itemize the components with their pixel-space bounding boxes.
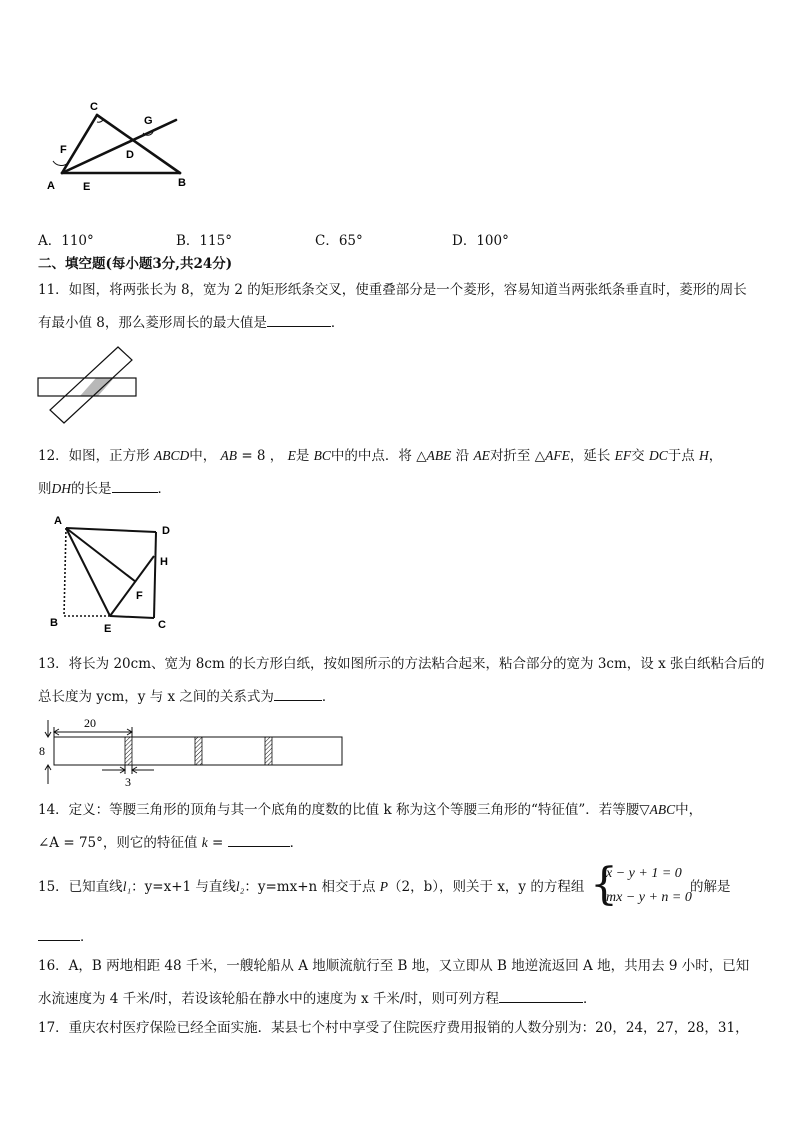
- q14-line1: [38, 801, 702, 819]
- q16-line2: 水流速度为 4 千米/时，若设该轮船在静水中的速度为 x 千米/时，则可列方程 ．: [38, 991, 597, 1007]
- q12-text-10: 于点: [667, 448, 695, 464]
- q12-ae: AE: [473, 448, 490, 463]
- q15-text-1: 15．已知直线: [38, 879, 123, 895]
- q12-text-11: ，: [708, 448, 723, 464]
- sq-label-f: F: [136, 590, 143, 602]
- q16-line2-text: 水流速度为 4 千米/时，若设该轮船在静水中的速度为 x 千米/时，则可列方程: [38, 991, 499, 1007]
- q15-tail: 的解是: [690, 879, 731, 895]
- q15-answer-blank[interactable]: [38, 927, 80, 941]
- fig-label-c: C: [90, 101, 98, 113]
- square-figure: [44, 512, 180, 636]
- q12-line2: 则DH的长是 ．: [38, 481, 171, 497]
- sq-label-c: C: [158, 619, 166, 631]
- sq-label-a: A: [54, 515, 62, 527]
- q12-text-4: 是: [295, 448, 310, 464]
- q14-triangle: ▽ABC: [639, 802, 676, 817]
- q14-k: k: [201, 835, 208, 850]
- q12-e: E: [287, 448, 296, 463]
- q14-line2: ∠A = 75°，则它的特征值 k = ．: [38, 835, 304, 851]
- q11-line1: 11．如图，将两张长为 8，宽为 2 的矩形纸条交叉，使重叠部分是一个菱形，容易知道当两张纸条垂直时，菱形的周长: [38, 282, 747, 298]
- q12-text-13: 的长是: [71, 481, 112, 497]
- fig-label-e: E: [83, 181, 91, 193]
- q12-text-8: ，延长: [569, 448, 611, 464]
- q12-text-5: 中的中点．将: [330, 448, 412, 464]
- q12-text-1: 12．如图，正方形: [38, 448, 150, 464]
- q12-dh: DH: [51, 481, 71, 496]
- q12-bc: BC: [313, 448, 331, 463]
- q12-line1: [38, 447, 722, 465]
- q12-tri-abe: △ABE: [416, 448, 452, 463]
- q15-text-3: ：y=mx+n 相交于点: [244, 879, 376, 895]
- q12-dc: DC: [648, 448, 668, 463]
- q14-text-4: =: [211, 835, 224, 851]
- fig-label-f: F: [60, 144, 67, 156]
- q11-answer-blank[interactable]: [267, 313, 331, 327]
- q12-text-7: 对折至: [489, 448, 531, 464]
- fig-label-d: D: [126, 149, 134, 161]
- angle-figure: [40, 95, 190, 195]
- q12-tri-afe: △AFE: [534, 448, 570, 463]
- sq-label-b: B: [50, 617, 58, 629]
- sq-label-e: E: [104, 623, 112, 635]
- q12-ef: EF: [614, 448, 632, 463]
- q12-text-3: = 8 ，: [241, 448, 284, 464]
- q14-text-3: ∠A = 75°，则它的特征值: [38, 835, 198, 851]
- q11-line2: 有最小值 8，那么菱形周长的最大值是 ．: [38, 315, 345, 331]
- q15-eq1: x − y + 1 = 0: [606, 866, 682, 881]
- strips-figure: [36, 345, 140, 425]
- strip-length-label: 20: [84, 716, 96, 730]
- q13-line1: 13．将长为 20cm、宽为 8cm 的长方形白纸，按如图所示的方法粘合起来，粘合部分的宽为 3cm，设 x 张白纸粘合后的: [38, 656, 765, 672]
- fig-label-b: B: [178, 177, 186, 189]
- q15-eq2: mx − y + n = 0: [606, 890, 692, 905]
- q14-answer-blank[interactable]: [228, 833, 290, 847]
- q12-answer-blank[interactable]: [112, 479, 158, 493]
- q16-answer-blank[interactable]: [499, 989, 583, 1003]
- q15-brace: {: [590, 859, 618, 910]
- q12-text-9: 交: [631, 448, 645, 464]
- q12-text-6: 沿: [455, 448, 470, 464]
- q15-l2: l₂: [235, 879, 245, 894]
- q13-answer-blank[interactable]: [274, 687, 322, 701]
- sq-label-d: D: [162, 525, 170, 537]
- option-b: B．115°: [176, 233, 232, 249]
- q13-line2-text: 总长度为 ycm，y 与 x 之间的关系式为: [38, 689, 274, 705]
- q13-line2: 总长度为 ycm，y 与 x 之间的关系式为 ．: [38, 689, 336, 705]
- q17-line1: 17．重庆农村医疗保险已经全面实施．某县七个村中享受了住院医疗费用报销的人数分别为：20，24，27，28，31，: [38, 1020, 749, 1036]
- q12-h: H: [699, 448, 709, 463]
- q16-line1: 16．A，B 两地相距 48 千米，一艘轮船从 A 地顺流航行至 B 地，又立即从 B 地逆流返回 A 地，共用去 9 小时，已知: [38, 958, 750, 974]
- q15-text-2: ：y=x+1 与直线: [131, 879, 236, 895]
- option-d: D．100°: [452, 233, 509, 249]
- fig-label-a: A: [47, 180, 55, 192]
- q15-l1: l₁: [122, 879, 132, 894]
- q12-text-2: 中，: [189, 448, 217, 464]
- q11-line2-text: 有最小值 8，那么菱形周长的最大值是: [38, 315, 267, 331]
- q15-line1: [38, 878, 584, 896]
- q12-abcd: ABCD: [153, 448, 190, 463]
- strip-overlap-label: 3: [125, 775, 131, 789]
- q12-ab: AB: [220, 448, 238, 463]
- paper-strip-figure: [36, 712, 348, 794]
- fig-label-g: G: [144, 115, 153, 127]
- q12-text-12: 则: [38, 481, 52, 497]
- q15-line2: ．: [38, 927, 94, 946]
- q14-text-2: 中，: [675, 802, 703, 818]
- section-title: 二、填空题(每小题3分,共24分): [38, 256, 233, 272]
- q14-text-1: 14．定义：等腰三角形的顶角与其一个底角的度数的比值 k 称为这个等腰三角形的“特征值”．若等腰: [38, 802, 640, 818]
- q15-p: P: [379, 879, 389, 894]
- strip-width-label: 8: [39, 744, 45, 758]
- option-a: A．110°: [38, 233, 94, 249]
- option-c: C．65°: [315, 233, 363, 249]
- q15-text-4: （2，b），则关于 x，y 的方程组: [388, 879, 585, 895]
- sq-label-h: H: [160, 556, 168, 568]
